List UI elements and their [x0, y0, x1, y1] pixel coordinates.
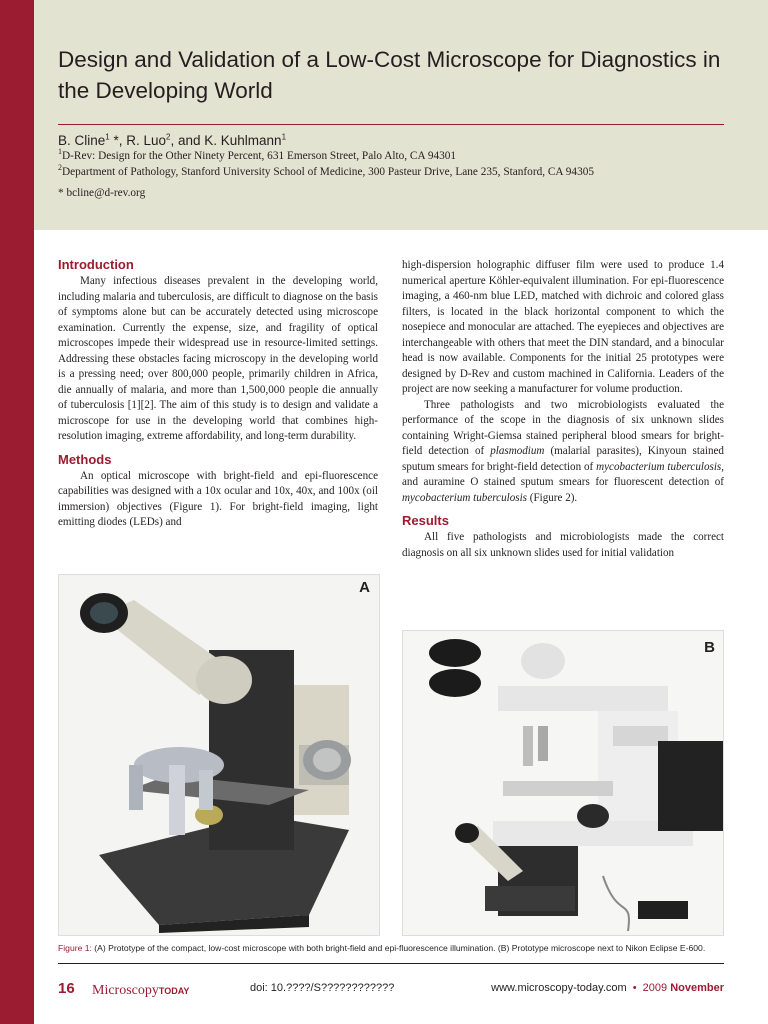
author-name: B. Cline: [58, 133, 106, 148]
affiliation-text: D-Rev: Design for the Other Ninety Percent, 631 Emerson Street, Palo Alto, CA 94301: [62, 150, 457, 162]
evaluation-text: Three pathologists and two microbiologists evaluated the performance of the scope in the diagnosis of six unknown slides containing Wright-Giemsa stained peripheral blood smears for bright-field detection of: [402, 398, 724, 457]
author-superscript: 1: [281, 132, 287, 142]
affiliation-2: [58, 163, 595, 178]
methods-continued: high-dispersion holographic diffuser film were used to produce 1.4 numerical aperture Köhler-equivalent illumination. For epi-fluorescence imaging, a 460-nm blue LED, matched with dichroic and colored glass filters, is located in the black horizontal component to which the nosepiece and monocular are attached. The eyepieces and objectives are interchangeable with others that meet the DIN standard, and a binocular head is now available. Components for the initial 25 prototypes were designed by D-Rev and custom machined in California. Leaders of the project are now seeking a manufacturer for volume production.: [402, 259, 724, 395]
results-paragraph: All five pathologists and microbiologists made the correct diagnosis on all six unknown slides used for initial validation: [402, 531, 724, 559]
affiliation-text: Department of Pathology, Stanford University School of Medicine, 300 Pasteur Drive, Lane 235, Stanford, CA 94305: [62, 166, 595, 178]
left-column: [58, 256, 378, 531]
journal-name-suffix: TODAY: [158, 986, 190, 996]
methods-paragraph: An optical microscope with bright-field and epi-fluorescence capabilities was designed with a 10x ocular and 10x, 40x, and 100x (oil immersion) objectives (Figure 1). For bright-field imaging, light emitting diodes (LEDs) and: [58, 469, 378, 528]
author-connector: , and: [170, 133, 205, 148]
issue-year: 2009: [642, 982, 668, 994]
journal-website[interactable]: www.microscopy-today.com: [491, 982, 627, 994]
article-title: Design and Validation of a Low-Cost Microscope for Diagnostics in the Developing World: [58, 47, 721, 103]
figure-a-photo: [58, 574, 380, 936]
microscope-illustration-a: [59, 575, 379, 935]
evaluation-text: , and auramine O stained sputum smears for fluorescent detection of: [402, 460, 724, 488]
footer-bullet: •: [632, 982, 637, 994]
footer-divider: [58, 963, 724, 964]
figure-caption: [58, 943, 728, 953]
journal-name-main: Microscopy: [92, 983, 159, 998]
introduction-heading: Introduction: [58, 257, 134, 272]
affiliation-superscript: 1: [58, 147, 62, 157]
affiliation-1: [58, 147, 457, 162]
author-superscript: 2: [166, 132, 171, 142]
results-heading: Results: [402, 513, 449, 528]
author-superscript: 1: [105, 132, 110, 142]
evaluation-paragraph: [402, 398, 724, 507]
journal-name: [92, 981, 189, 999]
organism-name: mycobacterium tuberculosis: [596, 460, 722, 473]
organism-name: mycobacterium tuberculosis: [402, 491, 527, 504]
microscope-illustration-b: [403, 631, 723, 935]
author-name: K. Kuhlmann: [204, 133, 282, 148]
left-color-bar: [0, 0, 34, 1024]
issue-month: November: [670, 982, 724, 994]
evaluation-text: (malarial parasites), Kinyoun stained sputum smears for bright-field detection of: [402, 445, 724, 473]
evaluation-text: (Figure 2).: [526, 491, 578, 504]
figure-label-b: B: [704, 639, 715, 656]
author-name: R. Luo: [126, 133, 167, 148]
figure-b-photo: [402, 630, 724, 936]
corresponding-mark: *,: [109, 133, 127, 148]
figure-label-a: A: [359, 579, 370, 596]
author-line: [58, 133, 286, 148]
caption-text: (A) Prototype of the compact, low-cost microscope with both bright-field and epi-fluorescence illumination. (B) Prototype microscope next to Nikon Eclipse E-600.: [91, 943, 706, 953]
organism-name: plasmodium: [490, 445, 545, 457]
introduction-paragraph: Many infectious diseases prevalent in the developing world, including malaria and tuberculosis, are difficult to diagnose on the basis of symptoms alone but can be accurately detected using microscope examination. Currently the expense, size, and fragility of optical microscopes impede their widespread use in resource-limited settings. Addressing these obstacles facing microscopy in the developing world is a pressing need; over 800,000 people, primarily children in Africa, die annually of malaria, and more than 1,500,000 people die annually of tuberculosis [1][2]. The aim of this study is to design and validate a microscope for use in the developing world that combines high-resolution imaging, extreme affordability, and long-term durability.: [58, 275, 378, 442]
caption-label: Figure 1:: [58, 943, 92, 953]
affiliation-superscript: 2: [58, 163, 62, 173]
contact-email: * bcline@d-rev.org: [58, 187, 146, 199]
footer-right: [491, 982, 724, 994]
page-number: 16: [58, 980, 75, 997]
right-column: [402, 258, 724, 561]
title-divider: [58, 124, 724, 125]
methods-heading: Methods: [58, 451, 112, 467]
doi: doi: 10.????/S????????????: [250, 982, 395, 994]
